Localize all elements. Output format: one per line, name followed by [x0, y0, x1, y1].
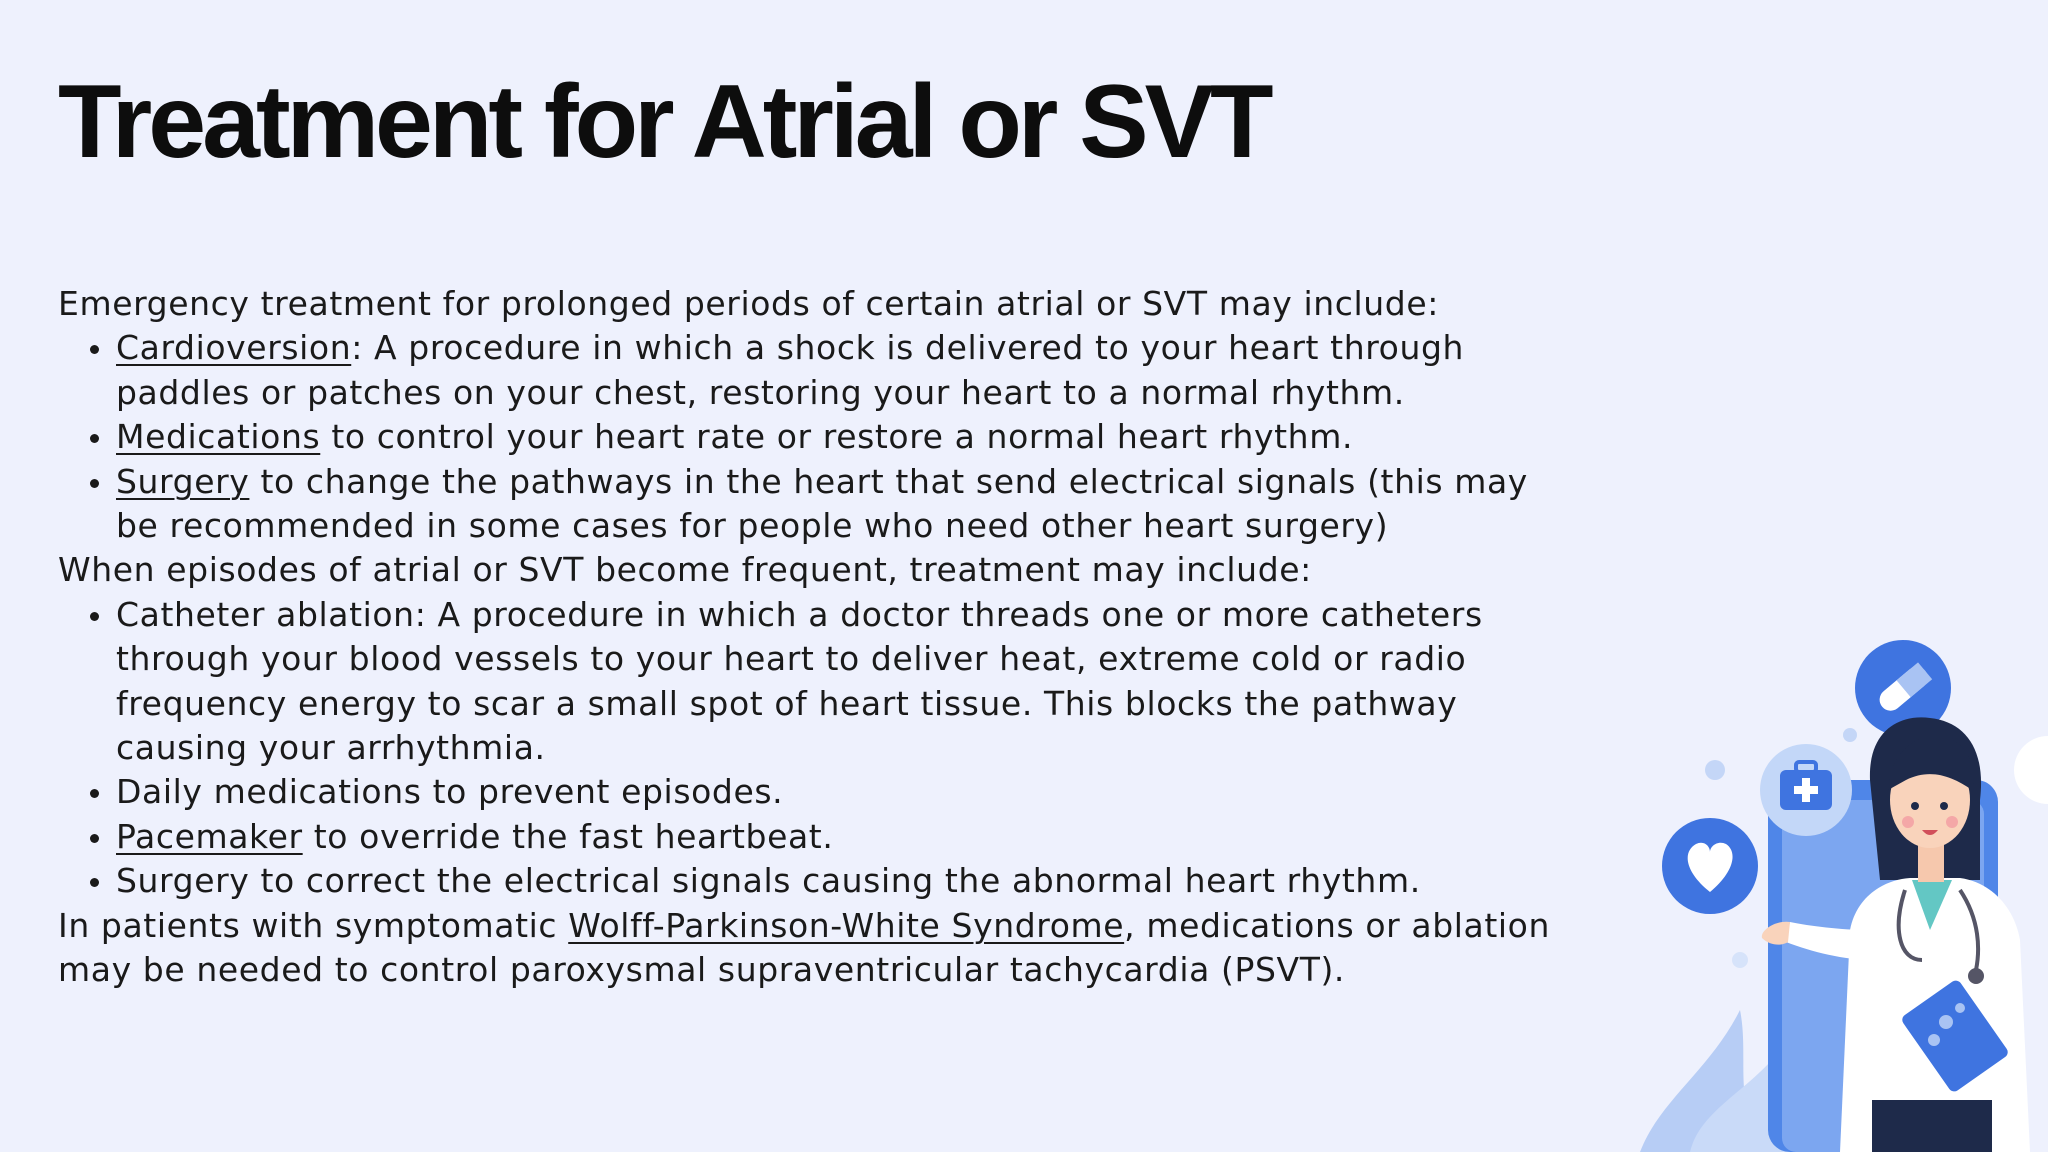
surgery-link[interactable]: Surgery	[116, 461, 250, 501]
list-item	[116, 326, 1558, 415]
medications-link[interactable]: Medications	[116, 417, 321, 457]
list-item: Daily medications to prevent episodes.	[116, 770, 1558, 814]
slide-title: Treatment for Atrial or SVT	[58, 64, 1270, 180]
frequent-list	[58, 593, 1558, 904]
list-item: Surgery to correct the electrical signals causing the abnormal heart rhythm.	[116, 859, 1558, 903]
doctor-illustration	[1630, 630, 2048, 1152]
list-item: Catheter ablation: A procedure in which a doctor threads one or more catheters through your blood vessels to your heart to deliver heat, extreme cold or radio frequency energy to scar a small spot of heart tissue. This blocks the pathway causing your arrhythmia.	[116, 593, 1558, 771]
list-item	[116, 460, 1558, 549]
slide-body	[58, 282, 1558, 993]
heart-hand-icon	[1662, 818, 1758, 914]
wpw-text-before: In patients with symptomatic	[58, 905, 569, 945]
list-item-text: : A procedure in which a shock is delivered to your heart through paddles or patches on your chest, restoring your heart to a normal rhythm.	[116, 328, 1465, 412]
pacemaker-link[interactable]: Pacemaker	[116, 816, 303, 856]
list-item-text: to override the fast heartbeat.	[302, 816, 834, 856]
emergency-list	[58, 326, 1558, 548]
decor-dot	[1732, 952, 1748, 968]
cardioversion-link[interactable]: Cardioversion	[116, 328, 352, 368]
decor-circle	[2014, 736, 2048, 804]
list-item	[116, 815, 1558, 859]
decor-dot	[1843, 728, 1857, 742]
list-item	[116, 415, 1558, 459]
frequent-intro: When episodes of atrial or SVT become frequent, treatment may include:	[58, 550, 1312, 590]
decor-dot	[1705, 760, 1725, 780]
wpw-paragraph	[58, 904, 1558, 993]
list-item-text: to change the pathways in the heart that send electrical signals (this may be recommended in some cases for people who need other heart surgery)	[116, 461, 1528, 546]
medical-kit-icon	[1760, 744, 1852, 836]
list-item-text: to control your heart rate or restore a normal heart rhythm.	[320, 417, 1354, 457]
emergency-intro: Emergency treatment for prolonged periods of certain atrial or SVT may include:	[58, 284, 1439, 323]
wpw-syndrome-link[interactable]: Wolff-Parkinson-White Syndrome	[568, 905, 1125, 945]
wpw-text-after: , medications or ablation may be needed to control paroxysmal supraventricular tachycardia (PSVT).	[58, 905, 1550, 990]
